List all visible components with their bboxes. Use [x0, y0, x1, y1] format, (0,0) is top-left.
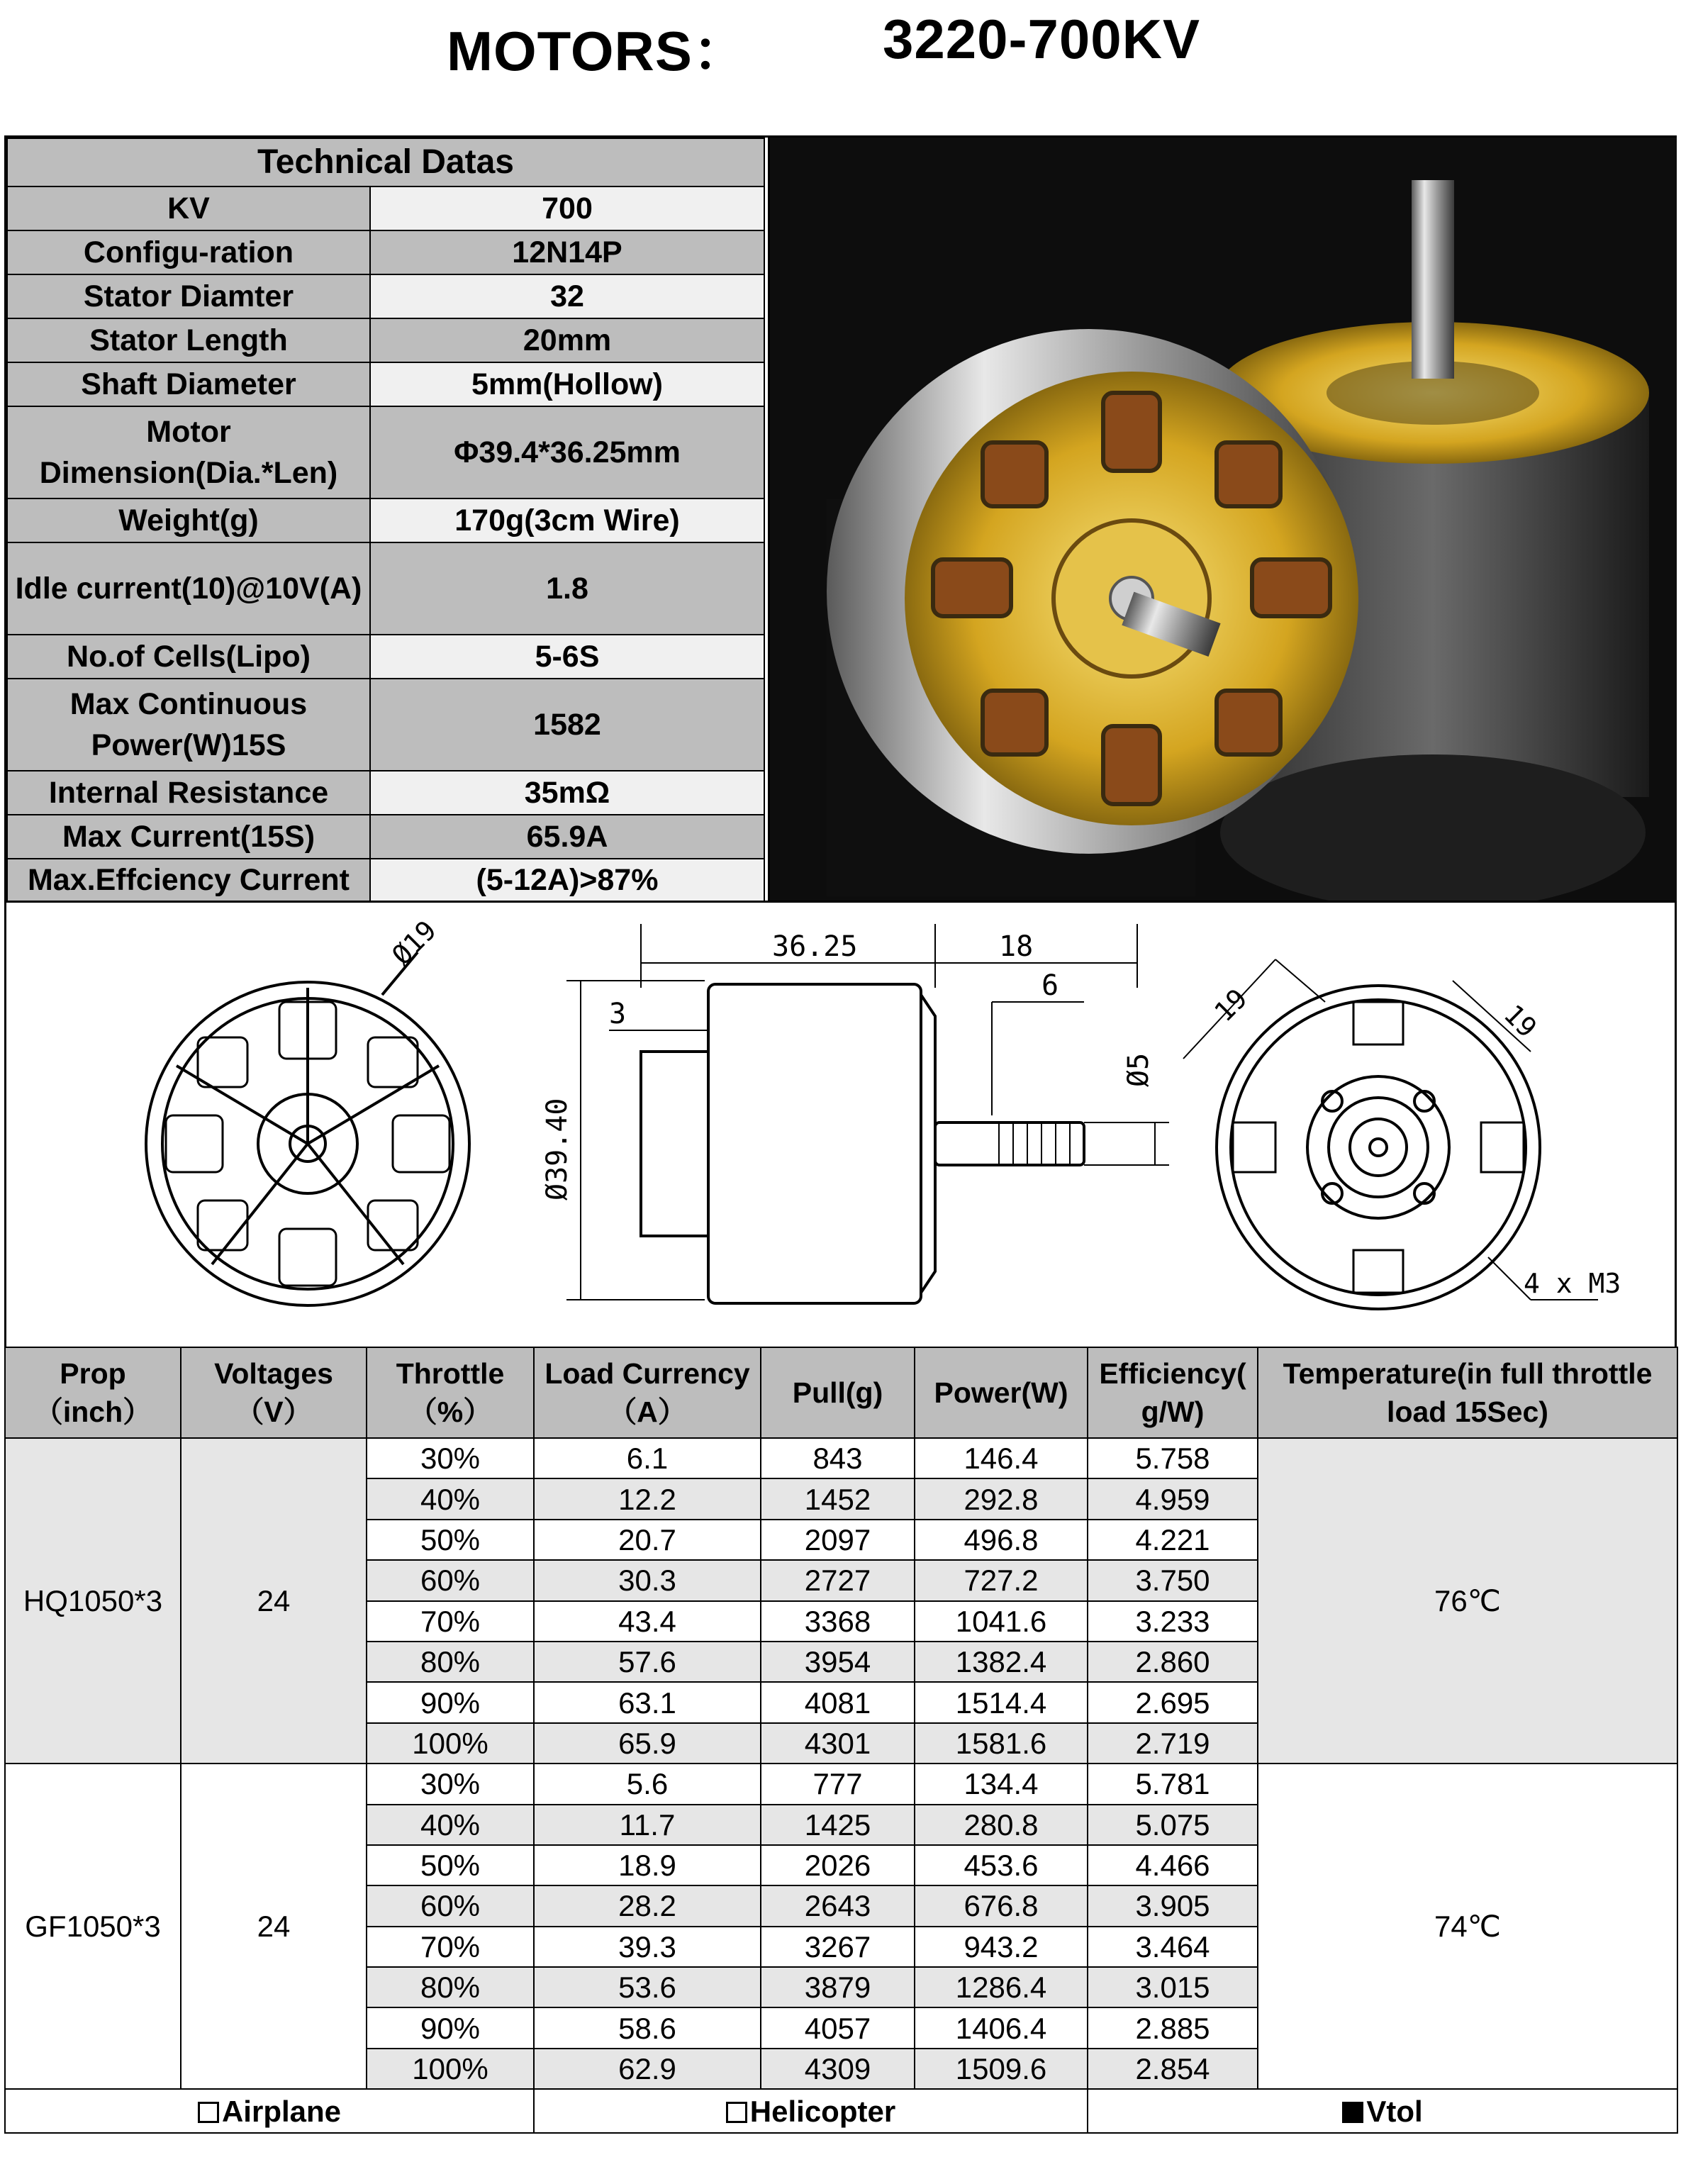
option-label: Vtol [1366, 2094, 1423, 2128]
efficiency-cell: 5.075 [1088, 1805, 1258, 1845]
pull-cell: 3879 [761, 1967, 915, 2007]
page-header [0, 0, 1681, 82]
current-cell: 6.1 [534, 1438, 761, 1478]
efficiency-cell: 2.695 [1088, 1682, 1258, 1722]
throttle-cell: 70% [367, 1601, 534, 1642]
throttle-cell: 30% [367, 1438, 534, 1478]
front-dim-label: Ø19 [386, 914, 442, 971]
spec-label: Configu-ration [7, 230, 370, 274]
spec-section [4, 135, 1677, 903]
checkbox-icon [726, 2102, 747, 2123]
power-cell: 496.8 [915, 1520, 1088, 1560]
throttle-cell: 90% [367, 1682, 534, 1722]
header-power: Power(W) [915, 1347, 1088, 1438]
efficiency-cell: 5.781 [1088, 1764, 1258, 1804]
pull-cell: 2643 [761, 1885, 915, 1926]
efficiency-cell: 4.466 [1088, 1845, 1258, 1885]
throttle-cell: 60% [367, 1560, 534, 1600]
header-efficiency: Efficiency( g/W) [1088, 1347, 1258, 1438]
screw-spec-label: 4 x M3 [1524, 1268, 1621, 1299]
pull-cell: 2727 [761, 1560, 915, 1600]
table-row [5, 1764, 1677, 1804]
spec-value: 1.8 [370, 542, 764, 635]
power-cell: 280.8 [915, 1805, 1088, 1845]
current-cell: 63.1 [534, 1682, 761, 1722]
motor-photo [768, 138, 1677, 901]
spec-value: 32 [370, 274, 764, 318]
option-vtol [1088, 2089, 1677, 2133]
current-cell: 20.7 [534, 1520, 761, 1560]
throttle-cell: 80% [367, 1642, 534, 1682]
header-load-current: Load Currency （A） [534, 1347, 761, 1438]
power-cell: 1286.4 [915, 1967, 1088, 2007]
efficiency-cell: 3.233 [1088, 1601, 1258, 1642]
power-cell: 1406.4 [915, 2007, 1088, 2048]
shaft-diameter-label: Ø5 [1122, 1052, 1155, 1087]
spec-value: 12N14P [370, 230, 764, 274]
table-row [5, 1438, 1677, 1478]
spec-value: 20mm [370, 318, 764, 362]
pull-cell: 2097 [761, 1520, 915, 1560]
current-cell: 28.2 [534, 1885, 761, 1926]
spec-label: Stator Length [7, 318, 370, 362]
spec-label: Max Continuous Power(W)15S [7, 679, 370, 771]
efficiency-cell: 3.464 [1088, 1927, 1258, 1967]
spec-label: Internal Resistance [7, 771, 370, 815]
base-length-label: 3 [609, 998, 627, 1030]
efficiency-cell: 3.750 [1088, 1560, 1258, 1600]
throttle-cell: 50% [367, 1845, 534, 1885]
shaft-length-label: 18 [999, 930, 1034, 963]
current-cell: 39.3 [534, 1927, 761, 1967]
footer-row [5, 2089, 1677, 2133]
power-cell: 1514.4 [915, 1682, 1088, 1722]
power-cell: 1581.6 [915, 1723, 1088, 1764]
pull-cell: 1425 [761, 1805, 915, 1845]
spec-value: 5mm(Hollow) [370, 362, 764, 406]
power-cell: 292.8 [915, 1478, 1088, 1519]
pull-cell: 4301 [761, 1723, 915, 1764]
voltage-cell: 24 [181, 1438, 367, 1764]
option-airplane [5, 2089, 534, 2133]
current-cell: 11.7 [534, 1805, 761, 1845]
spec-label: Idle current(10)@10V(A) [7, 542, 370, 635]
spec-label: Weight(g) [7, 498, 370, 542]
header-model: 3220-700KV [883, 8, 1200, 70]
efficiency-cell: 2.719 [1088, 1723, 1258, 1764]
performance-table [4, 1347, 1678, 2134]
throttle-cell: 30% [367, 1764, 534, 1804]
option-label: Airplane [221, 2094, 342, 2128]
spec-table [6, 138, 765, 902]
throttle-cell: 100% [367, 1723, 534, 1764]
spec-label: Shaft Diameter [7, 362, 370, 406]
pull-cell: 4057 [761, 2007, 915, 2048]
spec-value: 65.9A [370, 815, 764, 859]
current-cell: 62.9 [534, 2049, 761, 2089]
efficiency-cell: 5.758 [1088, 1438, 1258, 1478]
pull-cell: 3267 [761, 1927, 915, 1967]
power-cell: 146.4 [915, 1438, 1088, 1478]
spec-label: No.of Cells(Lipo) [7, 635, 370, 679]
temperature-cell: 76℃ [1258, 1438, 1677, 1764]
front-view-drawing [146, 952, 469, 1305]
perf-header-row [5, 1347, 1677, 1438]
header-throttle: Throttle （%） [367, 1347, 534, 1438]
throttle-cell: 70% [367, 1927, 534, 1967]
throttle-cell: 40% [367, 1805, 534, 1845]
pull-cell: 777 [761, 1764, 915, 1804]
header-pull: Pull(g) [761, 1347, 915, 1438]
power-cell: 1041.6 [915, 1601, 1088, 1642]
rear-dim-b-label: 19 [1497, 998, 1543, 1044]
spec-table-title: Technical Datas [7, 138, 764, 186]
spec-label: Max Current(15S) [7, 815, 370, 859]
efficiency-cell: 2.885 [1088, 2007, 1258, 2048]
throttle-cell: 80% [367, 1967, 534, 2007]
temperature-cell: 74℃ [1258, 1764, 1677, 2089]
efficiency-cell: 2.860 [1088, 1642, 1258, 1682]
side-view-drawing [566, 924, 1169, 1303]
current-cell: 30.3 [534, 1560, 761, 1600]
body-diameter-label: Ø39.40 [541, 1098, 574, 1200]
power-cell: 453.6 [915, 1845, 1088, 1885]
efficiency-cell: 3.015 [1088, 1967, 1258, 2007]
pull-cell: 3954 [761, 1642, 915, 1682]
current-cell: 5.6 [534, 1764, 761, 1804]
current-cell: 57.6 [534, 1642, 761, 1682]
prop-cell: HQ1050*3 [5, 1438, 181, 1764]
option-label: Helicopter [749, 2094, 896, 2128]
spec-value: 5-6S [370, 635, 764, 679]
prop-cell: GF1050*3 [5, 1764, 181, 2089]
spec-label: Motor Dimension(Dia.*Len) [7, 406, 370, 498]
power-cell: 727.2 [915, 1560, 1088, 1600]
pull-cell: 1452 [761, 1478, 915, 1519]
throttle-cell: 40% [367, 1478, 534, 1519]
spec-value: Φ39.4*36.25mm [370, 406, 764, 498]
current-cell: 58.6 [534, 2007, 761, 2048]
header-left: MOTORS： [447, 20, 749, 82]
option-helicopter [534, 2089, 1088, 2133]
checkbox-icon [198, 2102, 219, 2123]
current-cell: 18.9 [534, 1845, 761, 1885]
power-cell: 134.4 [915, 1764, 1088, 1804]
throttle-cell: 60% [367, 1885, 534, 1926]
spec-value: 35mΩ [370, 771, 764, 815]
throttle-cell: 100% [367, 2049, 534, 2089]
pull-cell: 4081 [761, 1682, 915, 1722]
voltage-cell: 24 [181, 1764, 367, 2089]
header-temperature: Temperature(in full throttle load 15Sec) [1258, 1347, 1677, 1438]
power-cell: 1382.4 [915, 1642, 1088, 1682]
pull-cell: 843 [761, 1438, 915, 1478]
efficiency-cell: 2.854 [1088, 2049, 1258, 2089]
length-dim-label: 36.25 [772, 930, 858, 963]
efficiency-cell: 4.221 [1088, 1520, 1258, 1560]
spec-label: KV [7, 186, 370, 230]
spec-value: 1582 [370, 679, 764, 771]
current-cell: 12.2 [534, 1478, 761, 1519]
current-cell: 43.4 [534, 1601, 761, 1642]
power-cell: 1509.6 [915, 2049, 1088, 2089]
current-cell: 65.9 [534, 1723, 761, 1764]
spec-value: 170g(3cm Wire) [370, 498, 764, 542]
throttle-cell: 50% [367, 1520, 534, 1560]
checkbox-icon [1342, 2102, 1363, 2123]
rear-dim-a-label: 19 [1208, 982, 1253, 1028]
efficiency-cell: 3.905 [1088, 1885, 1258, 1926]
pull-cell: 2026 [761, 1845, 915, 1885]
power-cell: 943.2 [915, 1927, 1088, 1967]
pull-cell: 3368 [761, 1601, 915, 1642]
pull-cell: 4309 [761, 2049, 915, 2089]
back-motor-shaft [1412, 180, 1454, 379]
efficiency-cell: 4.959 [1088, 1478, 1258, 1519]
header-voltage: Voltages （V） [181, 1347, 367, 1438]
power-cell: 676.8 [915, 1885, 1088, 1926]
spec-value: (5-12A)>87% [370, 859, 764, 901]
spec-value: 700 [370, 186, 764, 230]
throttle-cell: 90% [367, 2007, 534, 2048]
shaft-tip-label: 6 [1041, 969, 1059, 1002]
header-prop: Prop （inch） [5, 1347, 181, 1438]
dimension-drawings [4, 903, 1677, 1347]
spec-label: Stator Diamter [7, 274, 370, 318]
current-cell: 53.6 [534, 1967, 761, 2007]
spec-label: Max.Effciency Current [7, 859, 370, 901]
